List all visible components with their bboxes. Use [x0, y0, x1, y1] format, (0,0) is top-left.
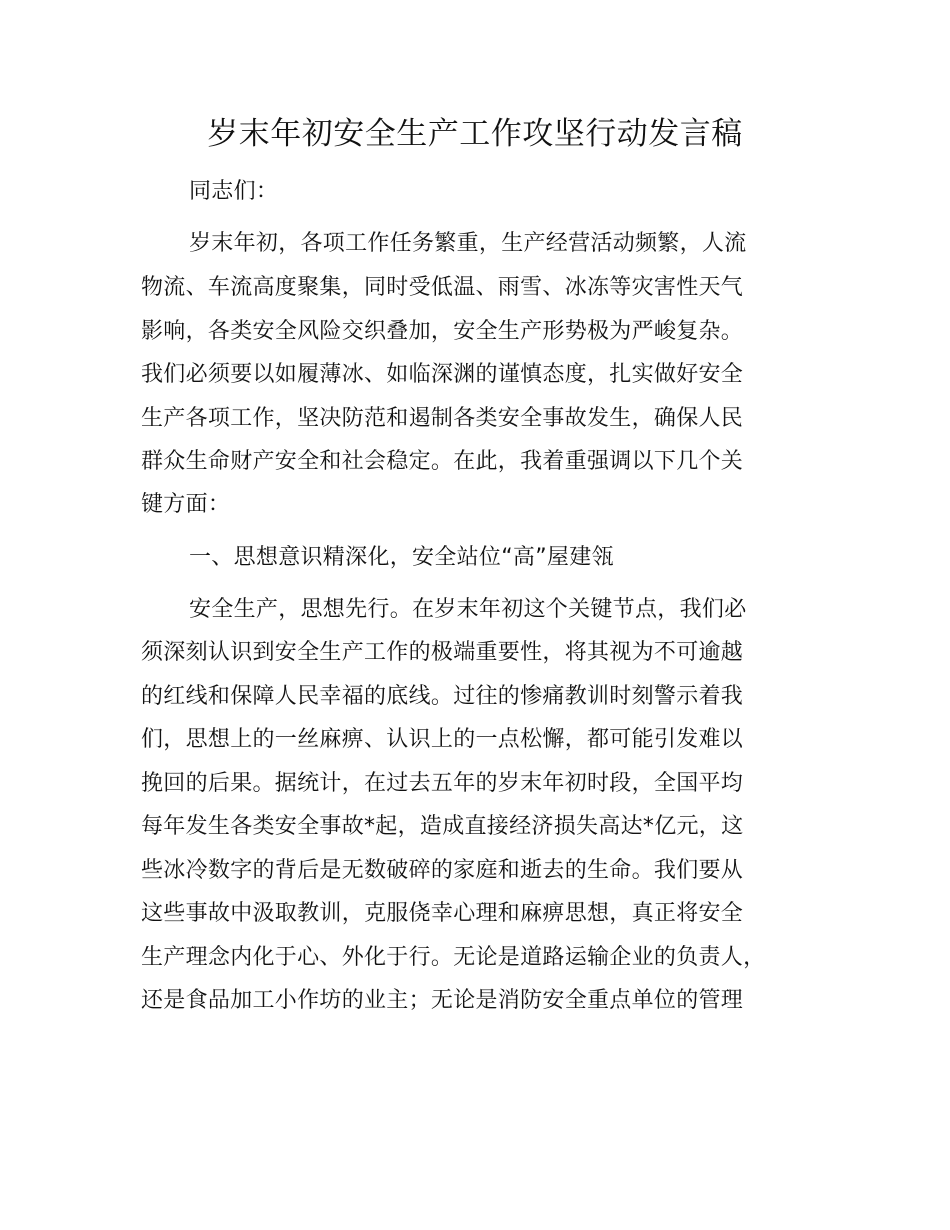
paragraph-line: 些冰冷数字的背后是无数破碎的家庭和逝去的生命。我们要从	[141, 858, 744, 883]
paragraph-line: 每年发生各类安全事故*起，造成直接经济损失高达*亿元，这	[141, 814, 744, 839]
paragraph-line: 们，思想上的一丝麻痹、认识上的一点松懈，都可能引发难以	[141, 727, 744, 752]
paragraph-line: 这些事故中汲取教训，克服侥幸心理和麻痹思想，真正将安全	[141, 901, 744, 926]
document-title: 岁末年初安全生产工作攻坚行动发言稿	[207, 116, 743, 152]
paragraph-line: 影响，各类安全风险交织叠加，安全生产形势极为严峻复杂。	[141, 319, 744, 344]
paragraph-line: 生产理念内化于心、外化于行。无论是道路运输企业的负责人，	[141, 945, 766, 970]
paragraph-line: 安全生产，思想先行。在岁末年初这个关键节点，我们必	[189, 597, 747, 622]
paragraph-line: 群众生命财产安全和社会稳定。在此，我着重强调以下几个关	[141, 449, 744, 474]
paragraph-line: 生产各项工作，坚决防范和遏制各类安全事故发生，确保人民	[141, 406, 744, 431]
paragraph-line: 还是食品加工小作坊的业主；无论是消防安全重点单位的管理	[141, 988, 744, 1013]
paragraph-line: 岁末年初，各项工作任务繁重，生产经营活动频繁，人流	[189, 231, 747, 256]
paragraph-line: 我们必须要以如履薄冰、如临深渊的谨慎态度，扎实做好安全	[141, 362, 744, 387]
section-heading: 一、思想意识精深化，安全站位“高”屋建瓴	[189, 545, 614, 570]
paragraph-line: 须深刻认识到安全生产工作的极端重要性，将其视为不可逾越	[141, 640, 744, 665]
paragraph-line: 的红线和保障人民幸福的底线。过往的惨痛教训时刻警示着我	[141, 684, 744, 709]
paragraph-line: 物流、车流高度聚集，同时受低温、雨雪、冰冻等灾害性天气	[141, 275, 744, 300]
greeting: 同志们：	[189, 179, 279, 204]
paragraph-line: 挽回的后果。据统计，在过去五年的岁末年初时段，全国平均	[141, 771, 744, 796]
paragraph-line: 键方面：	[141, 492, 231, 517]
